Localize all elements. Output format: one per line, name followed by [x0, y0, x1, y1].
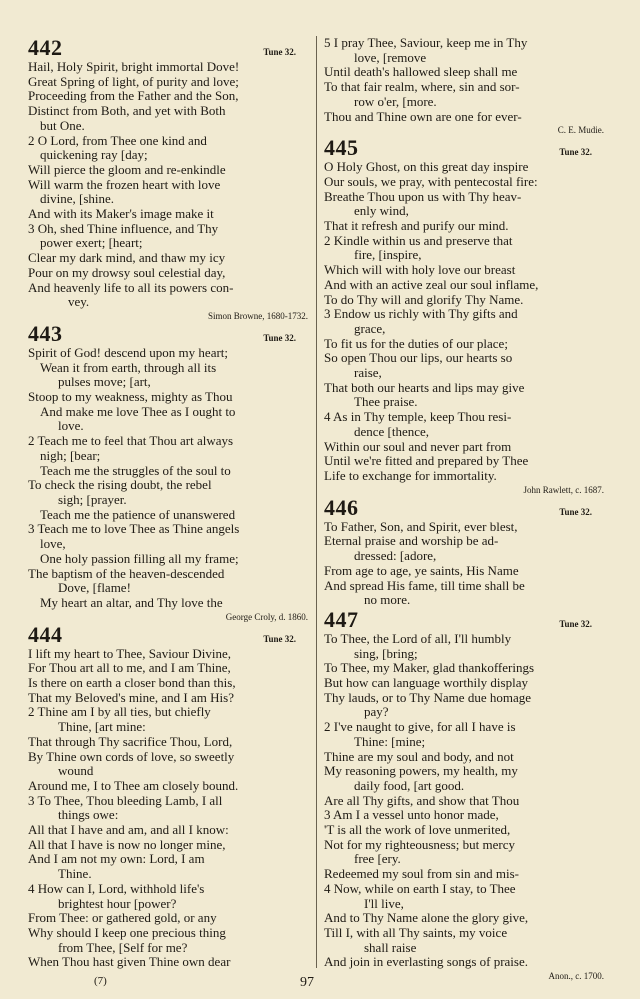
tune-label: Tune 32.	[263, 47, 296, 57]
hymn-443	[28, 322, 310, 623]
verse-line: And with an active zeal our soul inflame,	[324, 277, 539, 292]
verse-line: I lift my heart to Thee, Saviour Divine,	[28, 646, 232, 661]
right-column	[324, 36, 606, 982]
verse-line: vey.	[68, 295, 90, 310]
verse-line: Redeemed my soul from sin and mis-	[324, 867, 519, 882]
verse-line: no more.	[364, 593, 411, 608]
verse-line: One holy passion filling all my frame;	[40, 551, 239, 566]
signature-mark: (7)	[94, 975, 107, 987]
verse-line: raise,	[354, 366, 382, 381]
verse-line: That my Beloved's mine, and I am His?	[28, 690, 234, 705]
verse-line: divine, [shine.	[40, 192, 115, 207]
verse-line: sing, [bring;	[354, 646, 418, 661]
hymn-number: 447	[324, 606, 359, 632]
verse-line: To Thee, the Lord of all, I'll humbly	[324, 631, 512, 646]
verse-line: dressed: [adore,	[354, 549, 437, 564]
verse-line: And to Thy Name alone the glory give,	[324, 911, 529, 926]
page-number: 97	[300, 975, 314, 990]
verse-line: Until death's hallowed sleep shall me	[324, 65, 518, 80]
verse-line: 5 I pray Thee, Saviour, keep me in Thy	[324, 36, 528, 50]
verse-line: Why should I keep one precious thing	[28, 925, 226, 940]
verse-line: For Thou art all to me, and I am Thine,	[28, 661, 231, 676]
verse-line: Will warm the frozen heart with love	[28, 177, 221, 192]
hymn-444	[28, 623, 310, 970]
verse-line: Wean it from earth, through all its	[40, 360, 217, 375]
verse-line: nigh; [bear;	[40, 448, 101, 463]
tune-label: Tune 32.	[559, 618, 592, 629]
verse-line: Great Spring of light, of purity and love;	[28, 74, 239, 89]
verse-line: 3 Teach me to love Thee as Thine angels	[28, 522, 240, 537]
verse-line: from Thee, [Self for me?	[58, 940, 188, 955]
verse-line: dence [thence,	[354, 424, 430, 439]
verse-line: Which will with holy love our breast	[324, 263, 516, 278]
verse-line: quickening ray [day;	[40, 148, 148, 163]
verse-line: pay?	[364, 705, 389, 720]
verse-line: All that I have and am, and all I know:	[28, 823, 229, 838]
verse-line: 4 As in Thy temple, keep Thou resi-	[324, 410, 512, 425]
verse-line: Thine: [mine;	[354, 734, 426, 749]
verse-line: Thou and Thine own are one for ever-	[324, 109, 522, 124]
verse-line: 3 Am I a vessel unto honor made,	[324, 808, 499, 823]
verse-line: love.	[58, 419, 84, 434]
hymn-header	[324, 136, 606, 160]
verse-line: Eternal praise and worship be ad-	[324, 534, 499, 549]
left-column	[28, 36, 310, 970]
verse-line: row o'er, [more.	[354, 94, 437, 109]
verse-line: 3 To Thee, Thou bleeding Lamb, I all	[28, 793, 223, 808]
verse-line: free [ery.	[354, 852, 401, 867]
verse-line: 2 I've naught to give, for all I have is	[324, 720, 516, 735]
verse-line: Will pierce the gloom and re-enkindle	[28, 162, 226, 177]
verse-line: but One.	[40, 118, 85, 133]
verse-line: My reasoning powers, my health, my	[324, 764, 518, 779]
verse-line: Thine.	[58, 867, 92, 882]
verse-line: All that I have is now no longer mine,	[28, 837, 226, 852]
hymn-header	[324, 608, 606, 632]
verse-line: shall raise	[364, 940, 417, 955]
hymn-header	[28, 36, 310, 60]
verse-line: 4 How can I, Lord, withhold life's	[28, 881, 205, 896]
verse-line: The baptism of the heaven-descended	[28, 566, 225, 581]
verse-line: 4 Now, while on earth I stay, to Thee	[324, 881, 516, 896]
verse-line: wound	[58, 764, 94, 779]
hymn-header	[28, 322, 310, 346]
verse-line: 2 O Lord, from Thee one kind and	[28, 133, 207, 148]
verse-line: Distinct from Both, and yet with Both	[28, 104, 226, 119]
verse-line: pulses move; [art,	[58, 375, 151, 390]
verse-line: Life to exchange for immortality.	[324, 468, 497, 483]
verse-line: daily food, [art good.	[354, 778, 465, 793]
hymn-446	[324, 496, 606, 608]
verse-line: grace,	[354, 321, 386, 336]
verse-line: And spread His fame, till time shall be	[324, 578, 525, 593]
verse-line: When Thou hast given Thine own dear	[28, 955, 231, 970]
verse-line: 'T is all the work of love unmerited,	[324, 823, 511, 838]
verse-line: 2 Kindle within us and preserve that	[324, 233, 513, 248]
verse-line: To fit us for the duties of our place;	[324, 336, 508, 351]
verse-line: So open Thou our lips, our hearts so	[324, 351, 513, 366]
verse-line: By Thine own cords of love, so sweetly	[28, 749, 235, 764]
verse-line: love,	[40, 537, 66, 552]
verse-line: love, [remove	[354, 50, 427, 65]
verse-line: Around me, I to Thee am closely bound.	[28, 778, 239, 793]
verse-line: That it refresh and purify our mind.	[324, 219, 509, 234]
hymn-442	[28, 36, 310, 322]
verse-line: To that fair realm, where, sin and sor-	[324, 80, 520, 95]
verse-line: From age to age, ye saints, His Name	[324, 563, 519, 578]
column-divider	[316, 36, 317, 968]
verse-line: power exert; [heart;	[40, 236, 143, 251]
verse-line: And I am not my own: Lord, I am	[28, 852, 205, 867]
hymn-author: Simon Browne, 1680-1732.	[208, 310, 308, 321]
tune-label: Tune 32.	[559, 506, 592, 517]
tune-label: Tune 32.	[263, 633, 296, 644]
verse-line: To Thee, my Maker, glad thankofferings	[324, 661, 535, 676]
verse-line: Hail, Holy Spirit, bright immortal Dove!	[28, 60, 240, 74]
verse-line: From Thee: or gathered gold, or any	[28, 911, 217, 926]
verse-line: Proceeding from the Father and the Son,	[28, 89, 239, 104]
verse-line: My heart an altar, and Thy love the	[40, 595, 223, 610]
verse-line: enly wind,	[354, 204, 409, 219]
verse-line: Thine, [art mine:	[58, 720, 146, 735]
verse-line: Breathe Thou upon us with Thy heav-	[324, 189, 522, 204]
verse-line: And heavenly life to all its powers con-	[28, 280, 234, 295]
verse-line: sigh; [prayer.	[58, 492, 127, 507]
verse-line: That both our hearts and lips may give	[324, 380, 525, 395]
verse-line: I'll live,	[364, 896, 404, 911]
hymn-number: 446	[324, 494, 359, 520]
verse-line: 2 Thine am I by all ties, but chiefly	[28, 705, 211, 720]
verse-line: things owe:	[58, 808, 119, 823]
verse-line: O Holy Ghost, on this great day inspire	[324, 160, 529, 175]
verse-line: Stoop to my weakness, mighty as Thou	[28, 390, 233, 405]
hymn-author: C. E. Mudie.	[557, 125, 604, 136]
tune-label: Tune 32.	[559, 147, 592, 158]
verse-line: To Father, Son, and Spirit, ever blest,	[324, 519, 518, 534]
verse-line: 2 Teach me to feel that Thou art always	[28, 434, 234, 449]
verse-line: Pour on my drowsy soul celestial day,	[28, 265, 226, 280]
hymn-author: George Croly, d. 1860.	[225, 611, 308, 622]
hymn-number: 443	[28, 320, 63, 346]
verse-line: To do Thy will and glorify Thy Name.	[324, 292, 524, 307]
verse-line: Thine are my soul and body, and not	[324, 749, 514, 764]
verse-line: Thee praise.	[354, 395, 418, 410]
verse-line: Is there on earth a closer bond than this,	[28, 676, 236, 691]
verse-line: Within our soul and never part from	[324, 439, 512, 454]
verse-line: Until we're fitted and prepared by Thee	[324, 454, 529, 469]
verse-line: Are all Thy gifts, and show that Thou	[324, 793, 520, 808]
verse-line: Clear my dark mind, and thaw my icy	[28, 251, 226, 266]
tune-label: Tune 32.	[263, 332, 296, 343]
hymn-author: Anon., c. 1700.	[548, 971, 604, 982]
hymn-number: 444	[28, 621, 63, 647]
verse-line: And join in everlasting songs of praise.	[324, 955, 528, 970]
verse-line: Our souls, we pray, with pentecostal fire:	[324, 174, 538, 189]
hymn-444-continued	[324, 36, 606, 136]
verse-line: Spirit of God! descend upon my heart;	[28, 345, 229, 360]
verse-line: 3 Oh, shed Thine influence, and Thy	[28, 221, 219, 236]
hymn-number: 445	[324, 135, 359, 161]
verse-line: Teach me the struggles of the soul to	[40, 463, 231, 478]
verse-line: fire, [inspire,	[354, 248, 422, 263]
verse-line: Thy lauds, or to Thy Name due homage	[324, 690, 531, 705]
verse-line: Not for my righteousness; but mercy	[324, 837, 515, 852]
hymn-header	[324, 496, 606, 520]
hymn-445	[324, 136, 606, 495]
hymn-author: John Rawlett, c. 1687.	[523, 484, 604, 495]
verse-line: Till I, with all Thy saints, my voice	[324, 925, 508, 940]
verse-line: 3 Endow us richly with Thy gifts and	[324, 307, 518, 322]
verse-line: And with its Maker's image make it	[28, 207, 214, 222]
verse-line: To check the rising doubt, the rebel	[28, 478, 212, 493]
hymn-number: 442	[28, 35, 63, 60]
verse-line: Dove, [flame!	[58, 581, 131, 596]
verse-line: brightest hour [power?	[58, 896, 177, 911]
verse-line: That through Thy sacrifice Thou, Lord,	[28, 734, 233, 749]
verse-line: But how can language worthily display	[324, 676, 528, 691]
hymn-447	[324, 608, 606, 982]
verse-line: Teach me the patience of unanswered	[40, 507, 236, 522]
hymn-header	[28, 623, 310, 647]
verse-line: And make me love Thee as I ought to	[40, 404, 236, 419]
